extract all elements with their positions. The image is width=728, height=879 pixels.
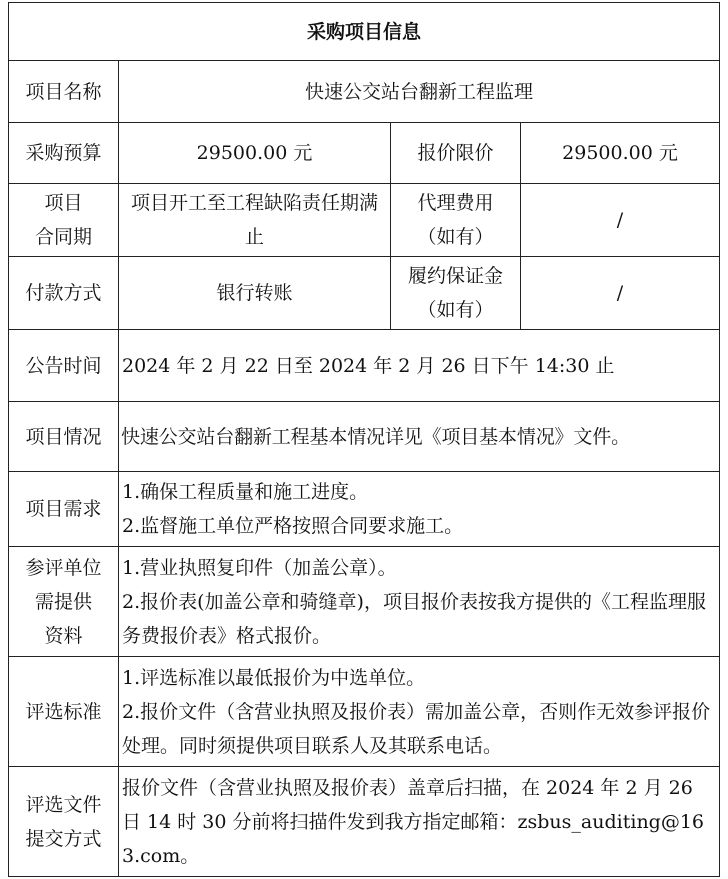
materials-label-line1: 参评单位 (25, 556, 102, 579)
project-name-row (9, 61, 720, 123)
price-limit-label: 报价限价 (391, 123, 521, 184)
evaluation-criteria-list (119, 657, 720, 767)
required-materials-list (119, 547, 720, 657)
table-title: 采购项目信息 (9, 3, 720, 61)
project-requirements-label: 项目需求 (9, 472, 119, 547)
project-requirements-list (119, 472, 720, 547)
submission-method-value: 报价文件（含营业执照及报价表）盖章后扫描，在 2024 年 2 月 26 日 14 时 30 分前将扫描件发到我方指定邮箱：zsbus_auditing@163.com。 (119, 767, 720, 877)
materials-label-line3: 资料 (44, 624, 83, 647)
payment-method-label: 付款方式 (9, 257, 119, 330)
deposit-label-line1: 履约保证金 (407, 265, 503, 287)
performance-deposit-value: / (521, 257, 720, 330)
required-materials-label (9, 547, 119, 657)
title-row (9, 3, 720, 61)
contract-period-value: 项目开工至工程缺陷责任期满止 (119, 184, 391, 257)
situation-row (9, 402, 720, 472)
contract-period-label (9, 184, 119, 257)
evaluation-criteria-label: 评选标准 (9, 657, 119, 767)
list-item: 1.确保工程质量和施工进度。 (122, 481, 369, 503)
project-name-label: 项目名称 (9, 61, 119, 123)
agency-fee-label (391, 184, 521, 257)
budget-row (9, 123, 720, 184)
project-situation-value: 快速公交站台翻新工程基本情况详见《项目基本情况》文件。 (119, 402, 720, 472)
submission-label-line2: 提交方式 (25, 827, 102, 850)
requirements-row (9, 472, 720, 547)
list-item: 2.报价表(加盖公章和骑缝章)，项目报价表按我方提供的《工程监理服务费报价表》格式报价。 (122, 590, 706, 647)
notice-time-value: 2024 年 2 月 22 日至 2024 年 2 月 26 日下午 14:30 止 (119, 330, 720, 402)
deposit-label-line2: （如有） (417, 299, 494, 321)
submission-row (9, 767, 720, 877)
contract-label-line2: 合同期 (34, 226, 92, 248)
notice-time-label: 公告时间 (9, 330, 119, 402)
submission-label-line1: 评选文件 (25, 793, 102, 816)
list-item: 2.报价文件（含营业执照及报价表）需加盖公章，否则作无效参评报价处理。同时须提供项目联系人及其联系电话。 (122, 700, 711, 757)
payment-method-value: 银行转账 (119, 257, 391, 330)
contract-row (9, 184, 720, 257)
budget-value: 29500.00 元 (119, 123, 391, 184)
budget-label: 采购预算 (9, 123, 119, 184)
agency-fee-label-line1: 代理费用 (417, 192, 494, 214)
contract-label-line1: 项目 (44, 192, 83, 214)
project-situation-label: 项目情况 (9, 402, 119, 472)
price-limit-value: 29500.00 元 (521, 123, 720, 184)
agency-fee-label-line2: （如有） (417, 226, 494, 248)
payment-row (9, 257, 720, 330)
submission-method-label (9, 767, 119, 877)
project-name-value: 快速公交站台翻新工程监理 (119, 61, 720, 123)
list-item: 1.营业执照复印件（加盖公章）。 (122, 556, 397, 579)
list-item: 1.评选标准以最低报价为中选单位。 (122, 666, 426, 689)
materials-row (9, 547, 720, 657)
materials-label-line2: 需提供 (34, 590, 92, 613)
performance-deposit-label (391, 257, 521, 330)
agency-fee-value: / (521, 184, 720, 257)
list-item: 2.监督施工单位严格按照合同要求施工。 (122, 515, 464, 537)
procurement-info-table (8, 2, 720, 877)
criteria-row (9, 657, 720, 767)
notice-time-row (9, 330, 720, 402)
